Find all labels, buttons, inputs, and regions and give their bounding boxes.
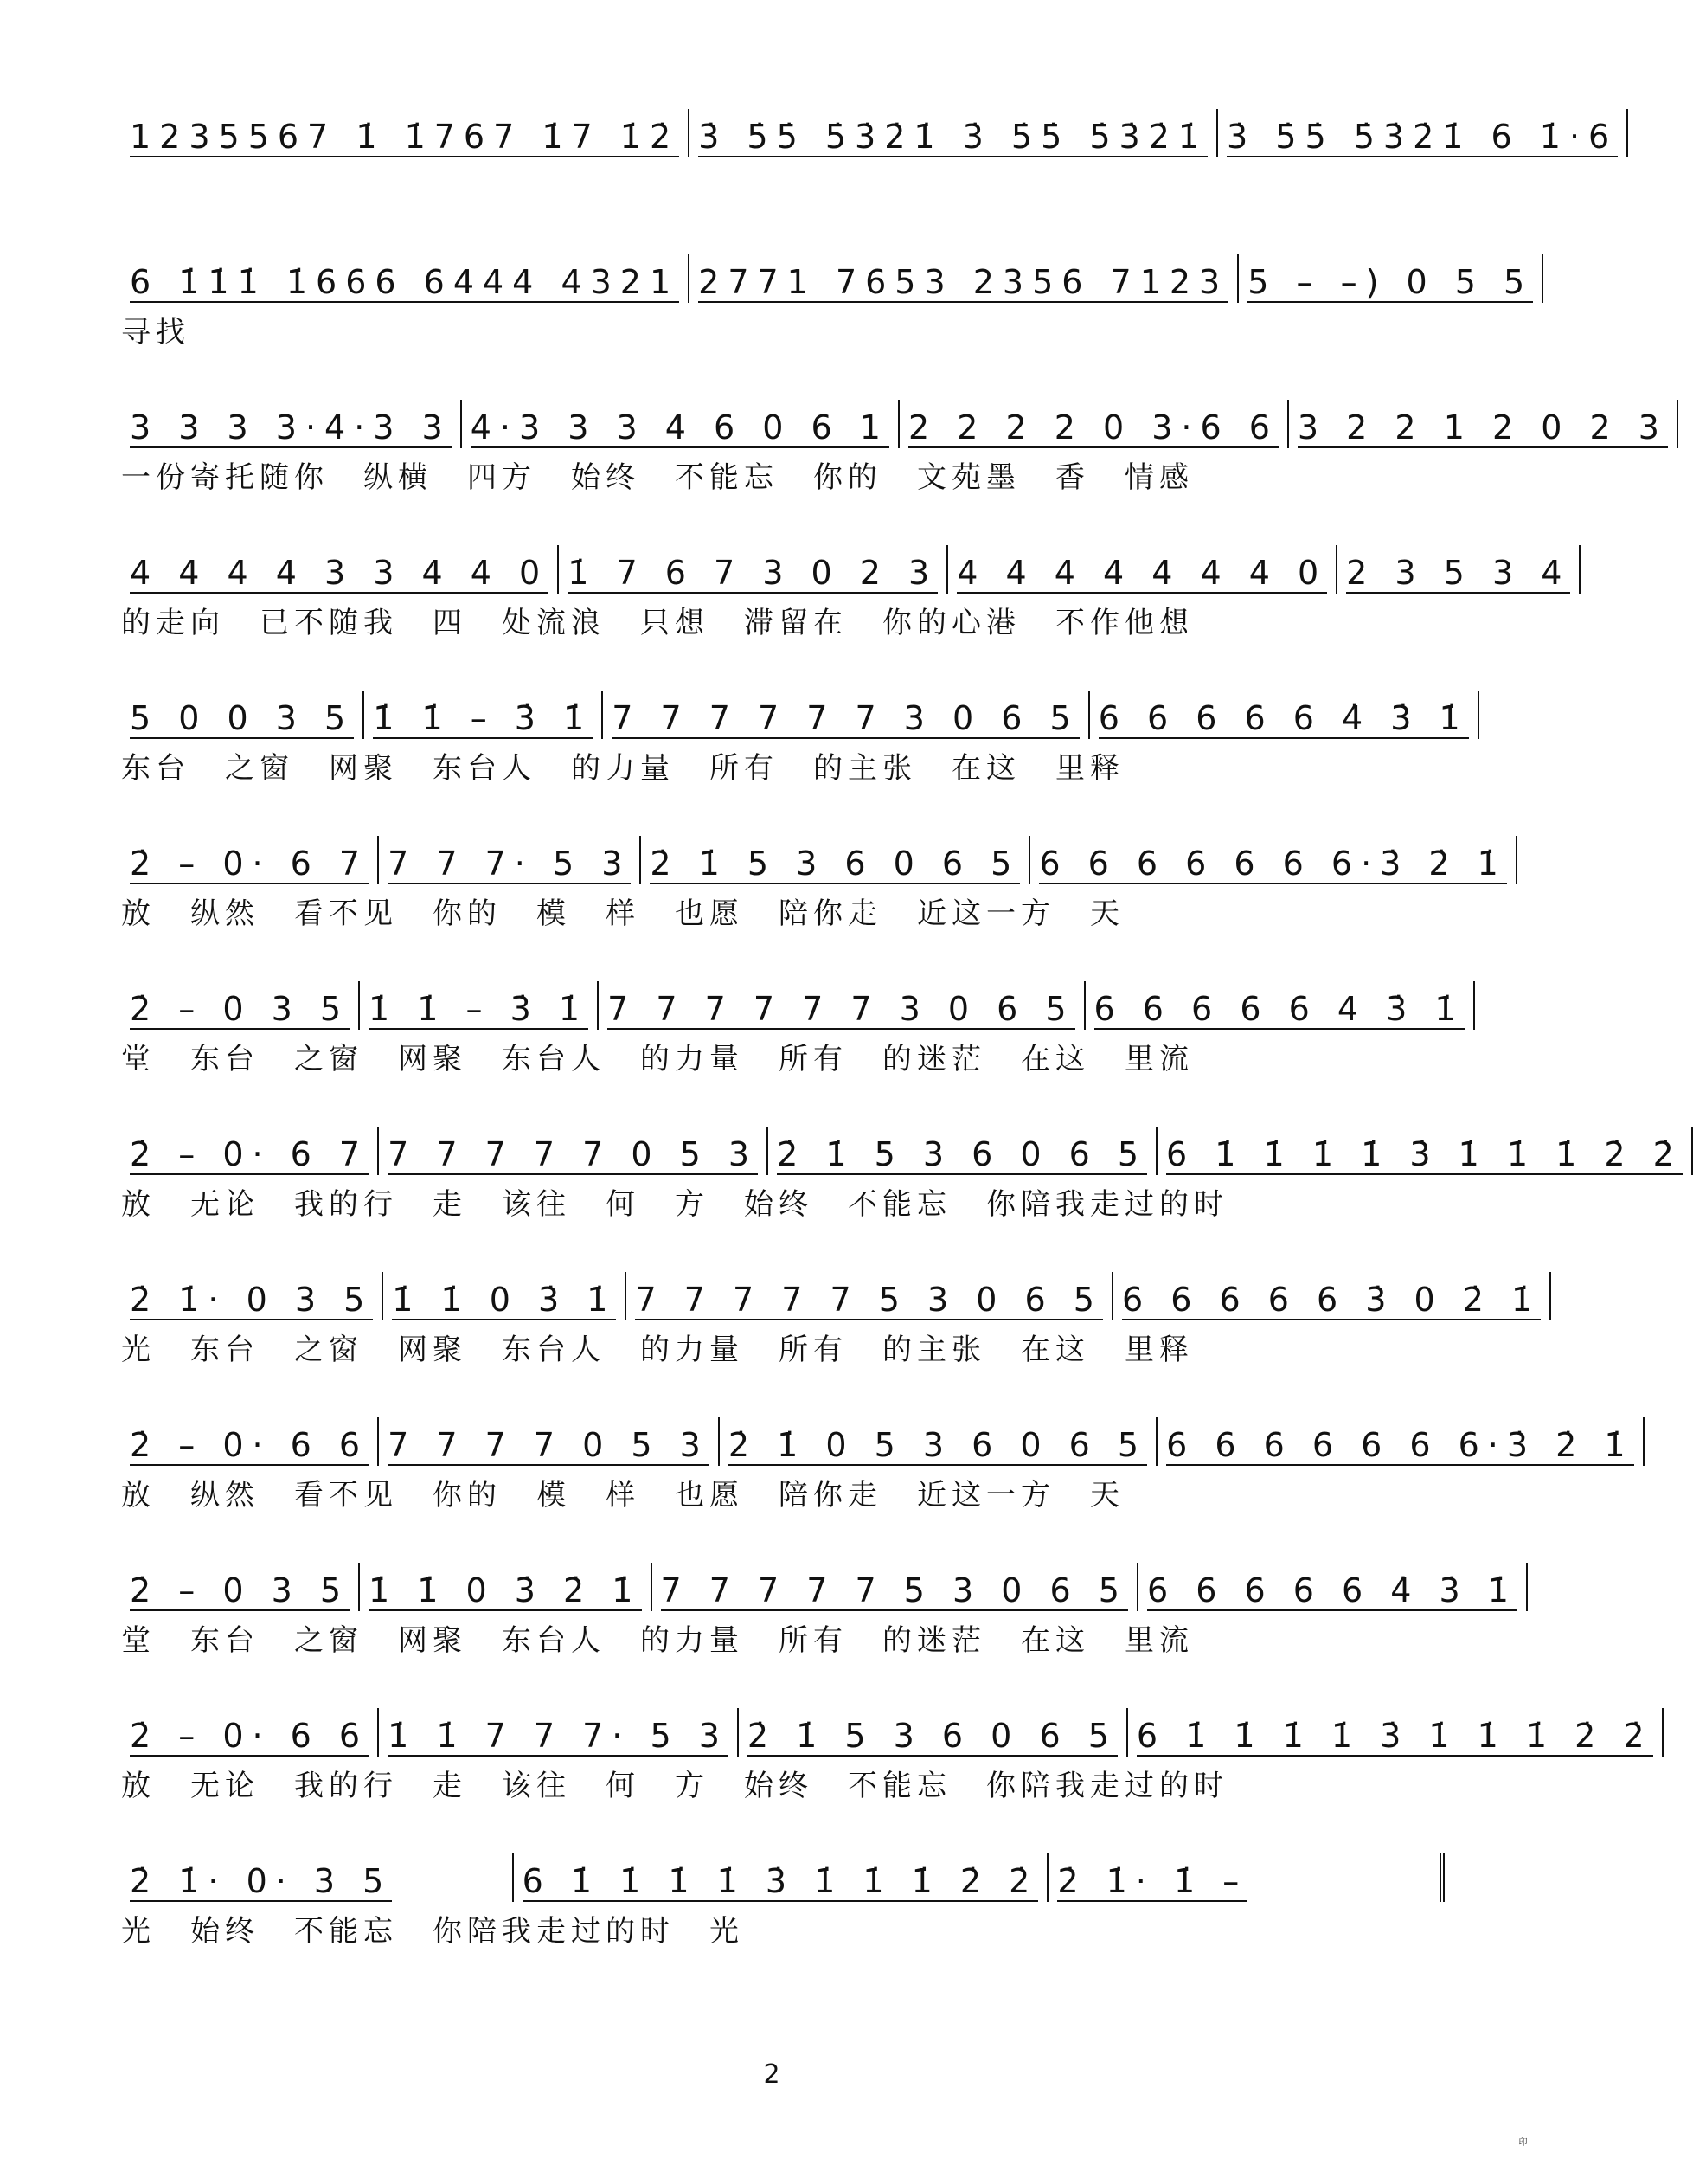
measure <box>1086 981 1475 1030</box>
measure <box>641 836 1030 884</box>
measure-notes: 4 4 4 4 3 3 4 4 0 <box>130 554 549 592</box>
measure <box>364 691 603 739</box>
measure-notes: 1̇ 1̇ 7 7 7· 5 3 <box>388 1717 728 1755</box>
measure <box>603 691 1089 739</box>
measure <box>383 1272 626 1320</box>
notation-line <box>121 531 1571 594</box>
score-system <box>121 95 1619 241</box>
score-system <box>121 241 1534 386</box>
measure <box>1030 836 1517 884</box>
measure <box>379 1708 739 1757</box>
measure-notes: 2771 7653 2356 7123 <box>698 263 1229 301</box>
measure <box>720 1417 1158 1466</box>
lyrics-line: 放 无论 我的行 走 该往 何 方 始终 不能忘 你陪我走过的时 <box>121 1768 1228 1803</box>
measure <box>514 1853 1049 1902</box>
lyrics-line: 放 纵然 看不见 你的 模 样 也愿 陪你走 近这一方 天 <box>121 1477 1125 1513</box>
measure <box>360 1563 651 1611</box>
notation-line <box>121 967 1465 1030</box>
measure-notes: 2̇ 1̇ 0 5 3 6 0 6 5 <box>728 1426 1148 1464</box>
page-number: 2 <box>763 2059 780 2090</box>
lyrics-line <box>121 157 1445 209</box>
measure-notes: 2̇ – 0· 6 7 <box>130 845 369 883</box>
measure-notes: 6 6 6 6 6 6 6·3̇ 2̇ 1̇ <box>1166 1426 1634 1464</box>
measure-notes: 4 4 4 4 4 4 4 0 <box>957 554 1328 592</box>
measure-notes: 7 7 7 7 7 7 3 0 6 5 <box>612 699 1080 737</box>
measure-notes: 6 6 6 6 6 6 6·3̇ 2̇ 1̇ <box>1039 845 1507 883</box>
measure <box>689 109 1218 157</box>
measure-notes: 6 1̇ 1̇ 1̇ 1̇ 3̇ 1̇ 1̇ 1̇ 2̇ 2̇ <box>1166 1135 1683 1173</box>
measure <box>1049 1853 1445 1902</box>
measure-notes: 2̇ – 0· 6 6 <box>130 1717 369 1755</box>
measure <box>1128 1708 1664 1757</box>
measure <box>1289 400 1678 448</box>
measure <box>900 400 1289 448</box>
score-system <box>121 967 1465 1113</box>
corner-mark: 印 <box>1517 2137 1526 2146</box>
measure <box>559 545 948 594</box>
measure-notes: 1̇ 7 6 7 3 0 2 3 <box>568 554 939 592</box>
measure-notes: 6 1̇ 1̇ 1̇ 1̇ 3̇ 1̇ 1̇ 1̇ 2̇ 2̇ <box>522 1862 1039 1900</box>
notation-line <box>121 1404 1634 1466</box>
notation-line <box>121 1840 1445 1902</box>
measure <box>768 1127 1158 1175</box>
lyrics-line: 光 始终 不能忘 你陪我走过的时 光 <box>121 1913 744 1949</box>
measure-notes: 2̇ 1̇· 0 3 5 <box>130 1281 374 1319</box>
score-system <box>121 677 1469 822</box>
measure <box>121 981 360 1030</box>
measure-notes: 2̇ 1̇· 0· 3 5 <box>130 1862 393 1900</box>
measure <box>121 1272 383 1320</box>
measure-notes: 1̇ 1̇ 0 3̇ 1̇ <box>392 1281 617 1319</box>
measure <box>1218 109 1628 157</box>
measure-notes: 2̇ 1̇ 5 3 6 0 6 5 <box>747 1717 1118 1755</box>
measure-notes: 2̇ 1̇ 5 3 6 0 6 5 <box>650 845 1021 883</box>
measure-notes: 7 7 7 7 7 5 3 0 6 5 <box>635 1281 1103 1319</box>
measure-notes: 3̇ 5̇5̇ 5̇3̇2̇1̇ 6 1̇·6 <box>1227 118 1619 156</box>
score-system <box>121 531 1571 677</box>
score-system <box>121 1258 1542 1404</box>
measure-notes: 2̇ 1̇· 1̇ – <box>1057 1862 1248 1900</box>
measure <box>599 981 1085 1030</box>
measure <box>1158 1127 1693 1175</box>
measure <box>379 1127 768 1175</box>
measure <box>121 545 559 594</box>
notation-line <box>121 1549 1517 1611</box>
measure <box>121 1417 379 1466</box>
measure <box>121 836 379 884</box>
score-system <box>121 386 1668 531</box>
measure-notes: 2̇ – 0 3 5 <box>130 1571 350 1609</box>
measure <box>121 254 689 303</box>
measure-notes: 6 6 6 6 6 4̇ 3̇ 1̇ <box>1146 1571 1517 1609</box>
score-system <box>121 1694 1653 1840</box>
lyrics-line: 东台 之窗 网聚 东台人 的力量 所有 的主张 在这 里释 <box>121 750 1125 786</box>
measure <box>121 1853 514 1902</box>
measure-notes: 2 3 5 3 4 <box>1346 554 1571 592</box>
notation-line <box>121 822 1507 884</box>
lyrics-line: 一份寄托随你 纵横 四方 始终 不能忘 你的 文苑墨 香 情感 <box>121 459 1194 495</box>
score-system <box>121 822 1507 967</box>
measure-notes: 3 3 3 3·4·3 3 <box>130 408 452 446</box>
measure <box>1113 1272 1551 1320</box>
measure <box>1158 1417 1644 1466</box>
measure <box>121 109 689 157</box>
measure <box>948 545 1337 594</box>
notation-line <box>121 1694 1653 1757</box>
lyrics-line: 的走向 已不随我 四 处流浪 只想 滞留在 你的心港 不作他想 <box>121 605 1194 640</box>
score-system <box>121 1840 1445 1985</box>
notation-line <box>121 677 1469 739</box>
measure <box>379 1417 720 1466</box>
notation-line <box>121 241 1534 303</box>
measure-notes: 1̇ 1̇ – 3̇ 1̇ <box>369 990 589 1028</box>
measure-notes: 6 6 6 6 6 4 3̇ 1̇ <box>1093 990 1465 1028</box>
measure <box>121 1563 360 1611</box>
measure <box>1337 545 1581 594</box>
score-system <box>121 1113 1683 1258</box>
measure <box>379 836 641 884</box>
measure <box>1090 691 1479 739</box>
lyrics-line: 堂 东台 之窗 网聚 东台人 的力量 所有 的迷茫 在这 里流 <box>121 1041 1194 1076</box>
notation-line <box>121 1113 1683 1175</box>
measure-notes: 7 7 7· 5 3 <box>388 845 632 883</box>
measure <box>360 981 599 1030</box>
lyrics-line: 放 纵然 看不见 你的 模 样 也愿 陪你走 近这一方 天 <box>121 896 1125 931</box>
measure-notes: 1235567 1̇ 1̇767 1̇7 1̇2̇ <box>130 118 680 156</box>
measure-notes: 1̇ 1̇ 0 3̇ 2̇ 1̇ <box>369 1571 642 1609</box>
notation-line <box>121 95 1619 157</box>
measure-notes: 5 0 0 3 5 <box>130 699 355 737</box>
measure-notes: 6 1̇1̇1̇ 1̇666 6444 4321 <box>130 263 680 301</box>
score-system <box>121 1549 1517 1694</box>
measure-notes: 2 2 2 2 0 3·6 6 <box>907 408 1279 446</box>
measure-notes: 7 7 7 7 7 0 5 3 <box>388 1135 759 1173</box>
notation-line <box>121 386 1668 448</box>
measure-notes: 2̇ – 0 3 5 <box>130 990 350 1028</box>
score <box>121 95 1683 1985</box>
measure <box>121 400 462 448</box>
measure-notes: 7 7 7 7 7 5 3 0 6 5 <box>660 1571 1128 1609</box>
lyrics-line: 寻找 <box>121 314 190 350</box>
measure-notes: 6 6 6 6 6 4̇ 3̇ 1̇ <box>1098 699 1469 737</box>
measure-notes: 3̇ 5̇5̇ 5̇3̇2̇1̇ 3̇ 5̇5̇ 5̇3̇2̇1̇ <box>698 118 1209 156</box>
measure-notes: 2̇ – 0· 6 6 <box>130 1426 369 1464</box>
lyrics-line: 光 东台 之窗 网聚 东台人 的力量 所有 的主张 在这 里释 <box>121 1332 1194 1367</box>
score-system <box>121 1404 1634 1549</box>
measure <box>121 691 364 739</box>
measure-notes: 5 – –) 0 5 5 <box>1247 263 1534 301</box>
measure-notes: 6 1̇ 1̇ 1̇ 1̇ 3̇ 1̇ 1̇ 1̇ 2̇ 2̇ <box>1136 1717 1653 1755</box>
measure-notes: 2̇ 1̇ 5 3 6 0 6 5 <box>777 1135 1148 1173</box>
measure-notes: 7 7 7 7 7 7 3 0 6 5 <box>607 990 1075 1028</box>
measure-notes: 4·3 3 3 4 6 0 6 1 <box>470 408 889 446</box>
measure-notes: 7 7 7 7 0 5 3 <box>388 1426 709 1464</box>
measure <box>121 1127 379 1175</box>
measure <box>626 1272 1113 1320</box>
lyrics-line: 放 无论 我的行 走 该往 何 方 始终 不能忘 你陪我走过的时 <box>121 1186 1228 1222</box>
measure <box>689 254 1239 303</box>
measure-notes: 3 2 2 1 2 0 2 3 <box>1297 408 1668 446</box>
notation-line <box>121 1258 1542 1320</box>
measure <box>1239 254 1543 303</box>
measure <box>1138 1563 1528 1611</box>
measure-notes: 2̇ – 0· 6 7 <box>130 1135 369 1173</box>
measure <box>652 1563 1138 1611</box>
measure <box>121 1708 379 1757</box>
measure <box>462 400 900 448</box>
lyrics-line: 堂 东台 之窗 网聚 东台人 的力量 所有 的迷茫 在这 里流 <box>121 1622 1194 1658</box>
measure <box>739 1708 1128 1757</box>
measure-notes: 6 6 6 6 6 3̇ 0 2̇ 1̇ <box>1121 1281 1542 1319</box>
measure-notes: 1̇ 1̇ – 3̇ 1̇ <box>373 699 593 737</box>
